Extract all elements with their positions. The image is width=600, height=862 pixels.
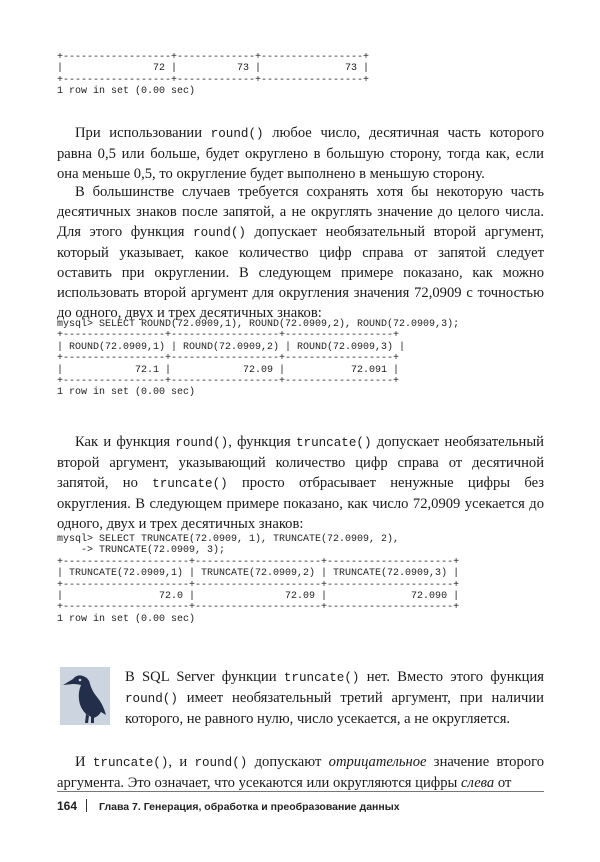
code-result-fragment: +------------------+-------------+-----------------+ | 72 | 73 | 73 | +------------------+-------------+-----------------+ 1 row in set (0.00 sec)	[57, 52, 370, 98]
paragraph-negative-argument	[57, 752, 544, 793]
inline-code: truncate()	[283, 671, 360, 685]
inline-code: round()	[175, 436, 229, 450]
note-sql-server	[125, 667, 544, 729]
paragraph-round-rule	[57, 123, 544, 184]
text-run: имеет необязательный третий аргумент, при наличии которого, не равного нулю, число усекается, а не округляется.	[125, 690, 544, 727]
text-run: В большинстве случаев требуется сохранять хотя бы некоторую часть десятичных знаков после запятой, а не округлять значение до целого числа. Для этого функция	[57, 184, 544, 240]
emphasis: отрицательное	[328, 754, 427, 770]
text-run: допускают	[247, 754, 329, 770]
text-run: В SQL Server функции	[125, 669, 284, 685]
text-run: , функция	[228, 434, 296, 450]
text-run: нет. Вместо этого функция	[359, 669, 544, 685]
chapter-title: Глава 7. Генерация, обработка и преобразование данных	[99, 801, 400, 813]
bird-eye	[79, 679, 82, 682]
text-run: допускает необязательный второй аргумент, который указывает, какое количество цифр справа от запятой следует оставить при округлении. В следующем примере показано, как можно использовать второй аргумент для округления значения 72,0909 с точностью до одного, двух и трех десятичных знаков:	[57, 224, 544, 321]
text-run: При использовании	[75, 125, 211, 141]
paragraph-round-precision	[57, 182, 544, 323]
page-footer	[57, 799, 400, 815]
text-run: Как и функция	[75, 434, 176, 450]
text-run: просто отбрасывает ненужные цифры без округления. В следующем примере показано, как число 72,0909 усекается до одного, двух и трех десятичных знаков:	[57, 475, 544, 532]
page-number: 164	[57, 799, 78, 813]
text-run: любое число, десятичная часть которого равна 0,5 или больше, будет округлено в большую сторону, тогда как, если она меньше 0,5, то округление будет выполнено в меньшую сторону.	[57, 125, 544, 182]
inline-code: truncate()	[295, 436, 372, 450]
emphasis: слева	[460, 775, 495, 791]
paragraph-truncate	[57, 432, 544, 534]
text-run: допускает необязательный второй аргумент, указывающий количество цифр справа от десятичной запятой, но	[57, 434, 544, 491]
inline-code: round()	[210, 127, 264, 141]
inline-code: truncate()	[92, 756, 169, 770]
inline-code: round()	[194, 756, 248, 770]
footer-divider	[57, 791, 544, 792]
text-run: от	[494, 775, 512, 791]
inline-code: round()	[193, 226, 246, 240]
code-truncate-example: mysql> SELECT TRUNCATE(72.0909, 1), TRUNCATE(72.0909, 2), -> TRUNCATE(72.0909, 3); +---------------------+---------------------+---------------------+ | TRUNCATE(72.0909,1) | TRUNCATE(72.0909,2) | TRUNCATE(72.0909,3) | +---------------------+---------------------+---------------------+ | 72.0 | 72.09 | 72.090 | +---------------------+---------------------+---------------------+ 1 row in set (0.00 sec)	[57, 534, 460, 625]
inline-code: round()	[125, 692, 178, 706]
text-run: значение второго аргумента. Это означает, что усекаются или округляются цифры	[57, 754, 544, 791]
bird-note-icon	[60, 667, 110, 725]
text-run: , и	[168, 754, 195, 770]
footer-separator	[86, 799, 87, 812]
code-round-example: mysql> SELECT ROUND(72.0909,1), ROUND(72.0909,2), ROUND(72.0909,3); +-----------------+------------------+------------------+ | ROUND(72.0909,1) | ROUND(72.0909,2) | ROUND(72.0909,3) | +-----------------+------------------+------------------+ | 72.1 | 72.09 | 72.091 | +-----------------+------------------+------------------+ 1 row in set (0.00 sec)	[57, 319, 460, 399]
inline-code: truncate()	[152, 477, 228, 491]
text-run: И	[75, 754, 93, 770]
